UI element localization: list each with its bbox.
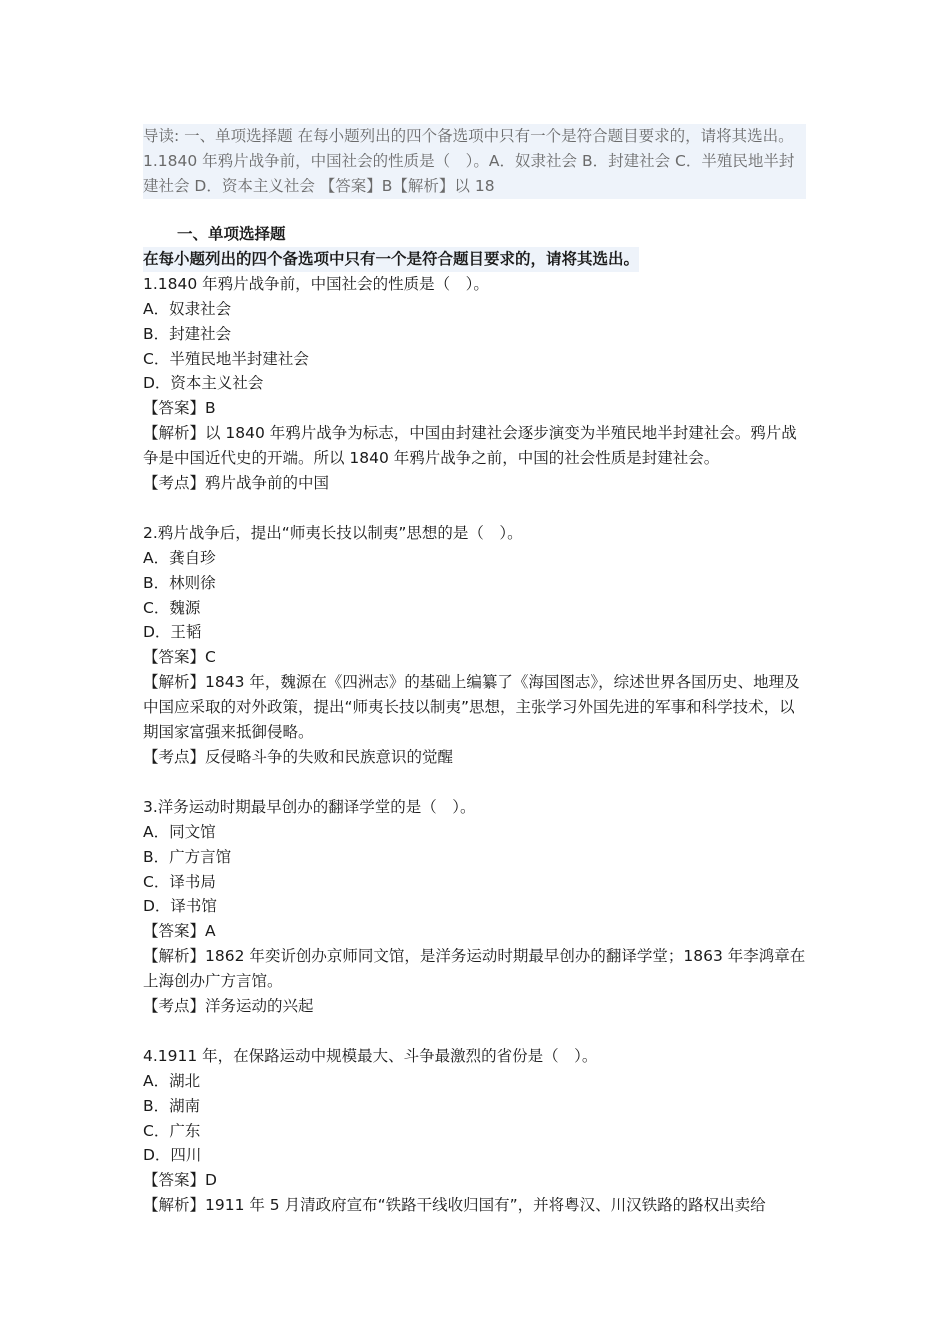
key-point: 【考点】鸦片战争前的中国 (143, 474, 330, 493)
option-b: B．林则徐 (143, 573, 216, 592)
key-point: 【考点】洋务运动的兴起 (143, 997, 314, 1016)
analysis: 【解析】1862 年奕䜣创办京师同文馆，是洋务运动时期最早创办的翻译学堂；1863 年李鸿章在上海创办广方言馆。 (143, 947, 806, 991)
answer: 【答案】A (143, 922, 216, 941)
question-stem: 3.洋务运动时期最早创办的翻译学堂的是（ ）。 (143, 797, 476, 816)
answer: 【答案】C (143, 648, 216, 667)
option-b: B．封建社会 (143, 324, 232, 343)
analysis: 【解析】以 1840 年鸦片战争为标志，中国由封建社会逐步演变为半殖民地半封建社会。鸦片战争是中国近代史的开端。所以 1840 年鸦片战争之前，中国的社会性质是封建社会。 (143, 424, 797, 468)
option-d: D．王韬 (143, 623, 202, 642)
spacer (143, 1019, 808, 1044)
option-a: A．湖北 (143, 1071, 201, 1090)
question-block (143, 1044, 808, 1218)
option-d: D．四川 (143, 1146, 202, 1165)
question-stem: 1.1840 年鸦片战争前，中国社会的性质是（ ）。 (143, 274, 489, 293)
option-c: C．广东 (143, 1121, 201, 1140)
option-c: C．译书局 (143, 872, 216, 891)
option-d: D．资本主义社会 (143, 374, 264, 393)
key-point: 【考点】反侵略斗争的失败和民族意识的觉醒 (143, 748, 454, 767)
instruction-text: 在每小题列出的四个备选项中只有一个是符合题目要求的，请将其选出。 (143, 247, 639, 272)
option-a: A．奴隶社会 (143, 299, 232, 318)
question-stem: 4.1911 年，在保路运动中规模最大、斗争最激烈的省份是（ ）。 (143, 1046, 598, 1065)
question-block (143, 795, 808, 1019)
option-b: B．广方言馆 (143, 847, 232, 866)
option-c: C．魏源 (143, 598, 201, 617)
option-a: A．同文馆 (143, 822, 216, 841)
question-block (143, 521, 808, 770)
answer: 【答案】D (143, 1171, 217, 1190)
spacer (143, 496, 808, 521)
question-block (143, 272, 808, 496)
question-stem: 2.鸦片战争后，提出“师夷长技以制夷”思想的是（ ）。 (143, 523, 523, 542)
spacer (143, 770, 808, 795)
option-c: C．半殖民地半封建社会 (143, 349, 309, 368)
intro-summary: 导读: 一、单项选择题 在每小题列出的四个备选项中只有一个是符合题目要求的，请将其选出。1.1840 年鸦片战争前，中国社会的性质是（ ）。A．奴隶社会 B．封建社会 C．半殖民地半封建社会 D．资本主义社会 【答案】B【解析】以 18 (143, 124, 806, 199)
document-body (143, 222, 808, 1218)
section-title: 一、单项选择题 (177, 225, 286, 243)
analysis: 【解析】1911 年 5 月清政府宣布“铁路干线收归国有”，并将粤汉、川汉铁路的路权出卖给 (143, 1196, 766, 1215)
option-b: B．湖南 (143, 1096, 201, 1115)
analysis: 【解析】1843 年，魏源在《四洲志》的基础上编纂了《海国图志》，综述世界各国历史、地理及中国应采取的对外政策，提出“师夷长技以制夷”思想，主张学习外国先进的军事和科学技术，以期国家富强来抵御侵略。 (143, 673, 800, 742)
option-d: D．译书馆 (143, 897, 217, 916)
option-a: A．龚自珍 (143, 548, 216, 567)
answer: 【答案】B (143, 399, 216, 418)
